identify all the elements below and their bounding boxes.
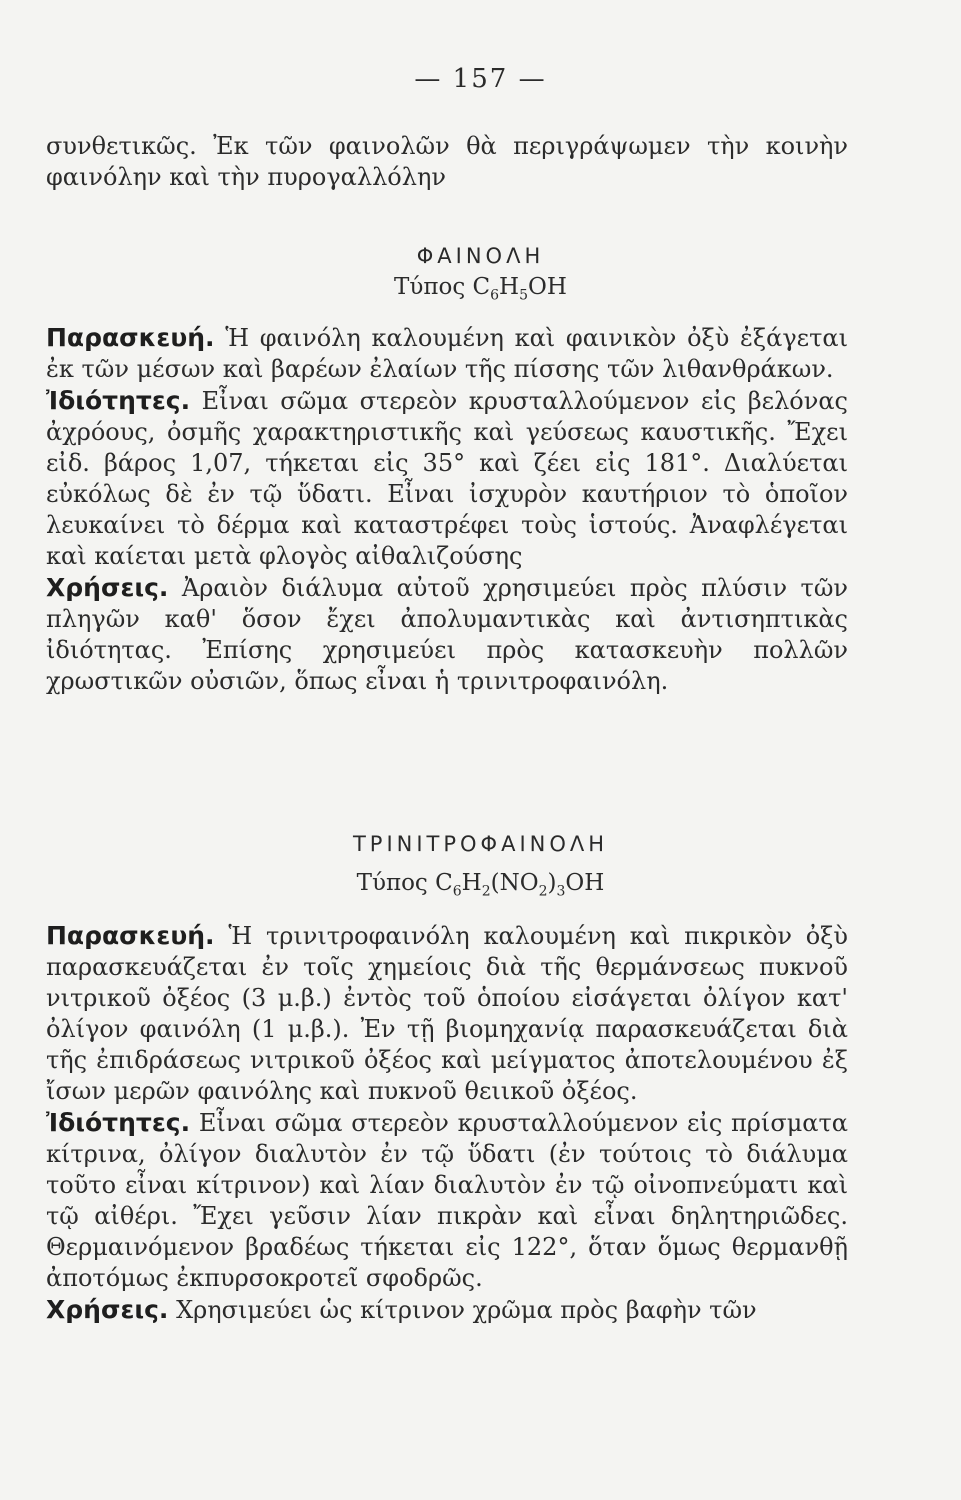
trinitrophenol-formula: Τύπος $C_6H_2(NO_2)_3OH$ <box>356 870 605 900</box>
phenol-properties: Ἰδιότητες. Εἶναι σῶμα στερεὸν κρυσταλλούμενον εἰς βελόνας ἀχρόους, ὀσμῆς χαρακτηριστικῆς καὶ γεύσεως καυστικῆς. Ἔχει εἰδ. βάρος 1,07, τήκεται εἰς 35° καὶ ζέει εἰς 181°. Διαλύεται εὐκόλως δὲ ἐν τῷ ὕδατι. Εἶναι ἰσχυρὸν καυτήριον τὸ ὁποῖον λευκαίνει τὸ δέρμα καὶ καταστρέφει τοὺς ἱστούς. Ἀναφλέγεται καὶ καίεται μετὰ φλογὸς αἰθαλιζούσης <box>46 386 848 570</box>
trinitrophenol-section <box>46 920 848 1326</box>
page-number: — 157 — <box>414 64 547 94</box>
phenol-props-label: Ἰδιότητες. <box>46 386 191 415</box>
phenol-formula: Τύπος $C_6H_5OH$ <box>394 274 567 304</box>
intro-paragraph <box>46 131 848 193</box>
phenol-heading: ΦΑΙΝΟΛΗ <box>416 244 545 268</box>
trinitrophenol-heading: ΤΡΙΝΙΤΡΟΦΑΙΝΟΛΗ <box>352 832 609 856</box>
trinitrophenol-properties: Ἰδιότητες. Εἶναι σῶμα στερεὸν κρυσταλλούμενον εἰς πρίσματα κίτρινα, ὀλίγον διαλυτὸν ἐν τῷ ὕδατι (ἐν τούτοις τὸ διάλυμα τοῦτο εἶναι κίτρινον) καὶ λίαν διαλυτὸν ἐν τῷ οἰνοπνεύματι καὶ τῷ αἰθέρι. Ἔχει γεῦσιν λίαν πικρὰν καὶ εἶναι δηλητηριῶδες. Θερμαινόμενον βραδέως τήκεται εἰς 122°, ὅταν ὅμως θερμανθῇ ἀποτόμως ἐκπυρσοκροτεῖ σφοδρῶς. <box>46 1108 848 1292</box>
trinitrophenol-uses-label: Χρήσεις. <box>46 1295 169 1324</box>
trinitrophenol-preparation: Παρασκευή. Ἡ τρινιτροφαινόλη καλουμένη καὶ πικρικὸν ὀξὺ παρασκευάζεται ἐν τοῖς χημείοις διὰ τῆς θερμάνσεως πυκνοῦ νιτρικοῦ ὀξέος (3 μ.β.) ἐντὸς τοῦ ὁποίου εἰσάγεται ὀλίγον κατ' ὀλίγον φαινόλη (1 μ.β.). Ἐν τῇ βιομηχανίᾳ παρασκευάζεται διὰ τῆς ἐπιδράσεως νιτρικοῦ ὀξέος καὶ μείγματος ἀποτελουμένου ἐξ ἴσων μερῶν φαινόλης καὶ πυκνοῦ θειικοῦ ὀξέος. <box>46 921 848 1105</box>
intro-text: συνθετικῶς. Ἐκ τῶν φαινολῶν θὰ περιγράψωμεν τὴν κοινὴν φαινόλην καὶ τὴν πυρογαλλόλην <box>46 132 848 191</box>
trinitrophenol-uses: Χρήσεις. Χρησιμεύει ὡς κίτρινον χρῶμα πρὸς βαφὴν τῶν <box>46 1295 757 1324</box>
phenol-prep-label: Παρασκευή. <box>46 323 215 352</box>
phenol-uses-label: Χρήσεις. <box>46 573 169 602</box>
trinitrophenol-prep-label: Παρασκευή. <box>46 921 215 950</box>
phenol-section <box>46 322 848 697</box>
phenol-preparation: Παρασκευή. Ἡ φαινόλη καλουμένη καὶ φαινικὸν ὀξὺ ἐξάγεται ἐκ τῶν μέσων καὶ βαρέων ἐλαίων τῆς πίσσης τῶν λιθανθράκων. <box>46 323 848 383</box>
trinitrophenol-props-label: Ἰδιότητες. <box>46 1108 191 1137</box>
phenol-uses: Χρήσεις. Ἀραιὸν διάλυμα αὐτοῦ χρησιμεύει πρὸς πλύσιν τῶν πληγῶν καθ' ὅσον ἔχει ἀπολυμαντικὰς καὶ ἀντισηπτικὰς ἰδιότητας. Ἐπίσης χρησιμεύει πρὸς κατασκευὴν πολλῶν χρωστικῶν οὐσιῶν, ὅπως εἶναι ἡ τρινιτροφαινόλη. <box>46 573 848 695</box>
